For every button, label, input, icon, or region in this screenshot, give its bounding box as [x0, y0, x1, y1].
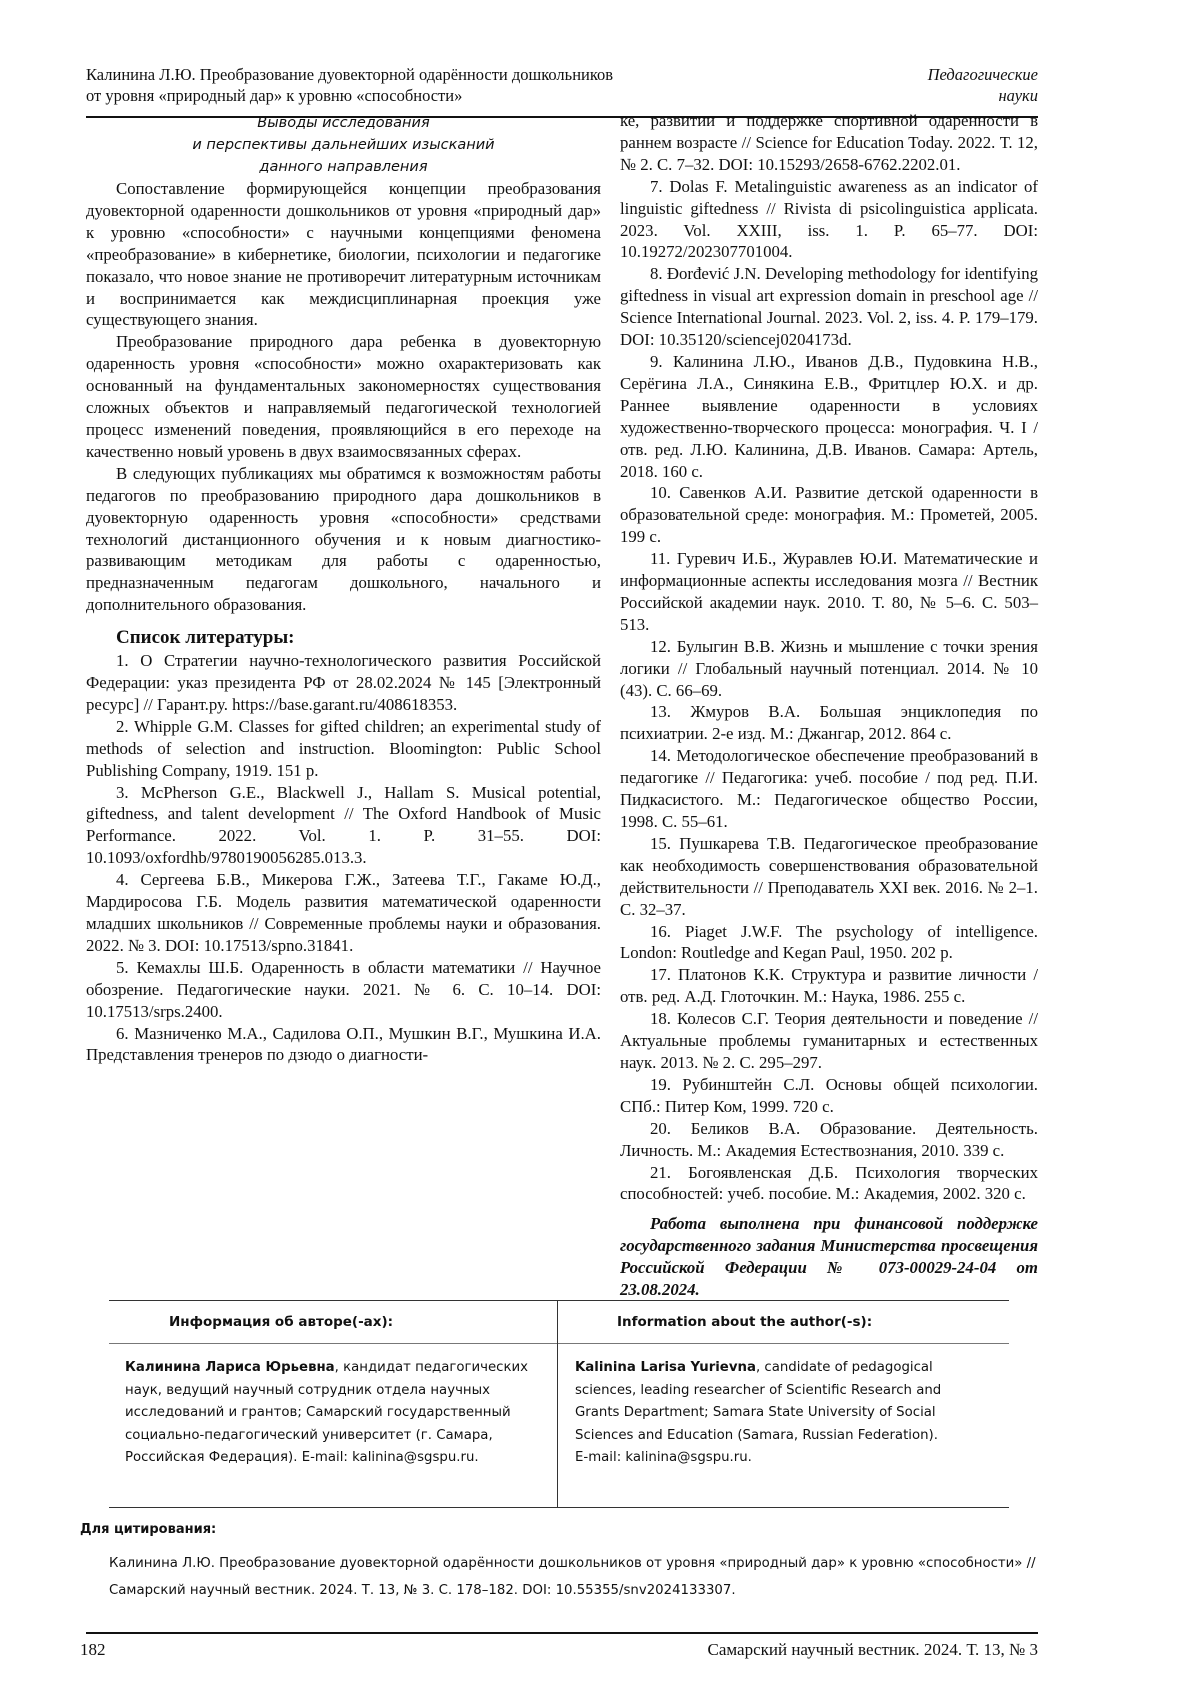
- paragraph: Преобразование природного дара ребенка в дуовекторную одаренность уровня «способности» можно охарактеризовать как основанный на фундаментальных закономерностях существования сложных объектов и направляемый педагогической технологией процесс изменений поведения, проявляющийся в его переходе на качественно новый уровень в двух взаимосвязанных сферах.: [86, 331, 601, 462]
- header-line: от уровня «природный дар» к уровню «способности»: [86, 85, 786, 106]
- reference-item: 4. Сергеева Б.В., Микерова Г.Ж., Затеева Т.Г., Гакаме Ю.Д., Мардиросова Г.Б. Модель развития математической одаренности младших школьников // Современные проблемы науки и образования. 2022. № 3. DOI: 10.17513/spno.31841.: [86, 869, 601, 957]
- header-section-line: науки: [928, 85, 1038, 106]
- citation-title: Для цитирования:: [80, 1522, 216, 1537]
- author-info-table: [109, 1300, 1009, 1508]
- reference-item: 3. McPherson G.E., Blackwell J., Hallam S. Musical potential, giftedness, and talent development // The Oxford Handbook of Music Performance. 2022. Vol. 1. P. 31–55. DOI: 10.1093/oxfordhb/9780190056285.013.3.: [86, 782, 601, 870]
- funding-note: Работа выполнена при финансовой поддержке государственного задания Министерства просвещения Российской Федерации № 073-00029-24-04 от 23.08.2024.: [620, 1213, 1038, 1301]
- reference-item: 9. Калинина Л.Ю., Иванов Д.В., Пудовкина Н.В., Серёгина Л.А., Синякина Е.В., Фритцлер Ю.Х. и др. Раннее выявление одаренности в условиях художественно-творческого процесса: монография. Ч. I / отв. ред. Л.Ю. Калинина, Д.В. Иванов. Самара: Артель, 2018. 160 с.: [620, 351, 1038, 482]
- author-name-ru: Калинина Лариса Юрьевна: [125, 1360, 335, 1375]
- heading-line: Выводы исследования: [86, 112, 601, 134]
- reference-item: 17. Платонов К.К. Структура и развитие личности / отв. ред. А.Д. Глоточкин. М.: Наука, 1986. 255 с.: [620, 964, 1038, 1008]
- reference-item: 10. Савенков А.И. Развитие детской одаренности в образовательной среде: монография. М.: Прометей, 2005. 199 с.: [620, 482, 1038, 548]
- author-info-en-title: Information about the author(-s):: [557, 1301, 1009, 1344]
- reference-item: 20. Беликов В.А. Образование. Деятельность. Личность. М.: Академия Естествознания, 2010. 339 с.: [620, 1118, 1038, 1162]
- left-column: [86, 112, 601, 1066]
- reference-item: 7. Dolas F. Metalinguistic awareness as an indicator of linguistic giftedness // Rivista di psicolinguistica applicata. 2023. Vol. XXIII, iss. 1. P. 65–77. DOI: 10.19272/202307701004.: [620, 176, 1038, 264]
- reference-item: 2. Whipple G.M. Classes for gifted children; an experimental study of methods of selection and instruction. Bloomington: Public School Publishing Company, 1919. 151 p.: [86, 716, 601, 782]
- reference-item: 8. Đorđević J.N. Developing methodology for identifying giftedness in visual art expression domain in preschool age // Science International Journal. 2023. Vol. 2, iss. 4. P. 179–179. DOI: 10.35120/sciencej0204173d.: [620, 263, 1038, 351]
- right-column: [620, 110, 1038, 1301]
- reference-item: 5. Кемахлы Ш.Б. Одаренность в области математики // Научное обозрение. Педагогические науки. 2021. № 6. С. 10–14. DOI: 10.17513/srps.2400.: [86, 957, 601, 1023]
- reference-item: 15. Пушкарева Т.В. Педагогическое преобразование как необходимость совершенствования образовательной действительности // Преподаватель XXI век. 2016. № 2–1. С. 32–37.: [620, 833, 1038, 921]
- author-info-ru: [125, 1357, 540, 1470]
- reference-item: 21. Богоявленская Д.Б. Психология творческих способностей: учеб. пособие. М.: Академия, 2002. 320 с.: [620, 1162, 1038, 1206]
- section-heading: [86, 112, 601, 178]
- reference-item: 12. Булыгин В.В. Жизнь и мышление с точки зрения логики // Глобальный научный потенциал. 2014. № 10 (43). С. 66–69.: [620, 636, 1038, 702]
- page-number: 182: [80, 1640, 106, 1660]
- heading-line: данного направления: [86, 156, 601, 178]
- running-header-title: [86, 64, 786, 106]
- header-line: Калинина Л.Ю. Преобразование дуовекторной одарённости дошкольников: [86, 64, 786, 85]
- journal-footer: Самарский научный вестник. 2024. Т. 13, № 3: [708, 1640, 1039, 1660]
- author-details-ru: , кандидат педагогических наук, ведущий научный сотрудник отдела научных исследований и грантов; Самарский государственный социально-педагогический университет (г. Самара, Российская Федерация). E-mail: kalinina@sgspu.ru.: [125, 1360, 528, 1465]
- author-info-en: [575, 1357, 955, 1470]
- reference-item: 18. Колесов С.Г. Теория деятельности и поведение // Актуальные проблемы гуманитарных и естественных наук. 2013. № 2. С. 295–297.: [620, 1008, 1038, 1074]
- heading-line: и перспективы дальнейших изысканий: [86, 134, 601, 156]
- header-section-line: Педагогические: [928, 64, 1038, 85]
- reference-item: 11. Гуревич И.Б., Журавлев Ю.И. Математические и информационные аспекты исследования мозга // Вестник Российской академии наук. 2010. Т. 80, № 5–6. С. 503–513.: [620, 548, 1038, 636]
- paragraph: В следующих публикациях мы обратимся к возможностям работы педагогов по преобразованию природного дара дошкольников в дуовекторную одаренность уровня «способности» средствами технологий дистанционного обучения и к новым диагностико-развивающим методикам для работы с одаренностью, предназначенным педагогам дошкольного, начального и дополнительного образования.: [86, 463, 601, 616]
- reference-item: 1. О Стратегии научно-технологического развития Российской Федерации: указ президента РФ от 28.02.2024 № 145 [Электронный ресурс] // Гарант.ру. https://base.garant.ru/408618353.: [86, 650, 601, 716]
- reference-item: 19. Рубинштейн С.Л. Основы общей психологии. СПб.: Питер Ком, 1999. 720 с.: [620, 1074, 1038, 1118]
- table-divider: [557, 1301, 558, 1507]
- reference-item: 14. Методологическое обеспечение преобразований в педагогике // Педагогика: учеб. пособие / под ред. П.И. Пидкасистого. М.: Педагогическое общество России, 1998. С. 55–61.: [620, 745, 1038, 833]
- footer-rule: [86, 1632, 1038, 1634]
- paragraph: Сопоставление формирующейся концепции преобразования дуовекторной одаренности дошкольников от уровня «природный дар» к уровню «способности» с научными концепциями феномена «преобразование» в кибернетике, биологии, психологии и педагогике показало, что новое знание не противоречит литературным источникам и воспринимается как междисциплинарная проекция уже существующего знания.: [86, 178, 601, 331]
- running-header-section: [928, 64, 1038, 106]
- reference-item: ке, развитии и поддержке спортивной одаренности в раннем возрасте // Science for Education Today. 2022. Т. 12, № 2. С. 7–32. DOI: 10.15293/2658-6762.2202.01.: [620, 110, 1038, 176]
- references-title: Список литературы:: [86, 626, 601, 650]
- citation-text: Калинина Л.Ю. Преобразование дуовекторной одарённости дошкольников от уровня «природный дар» к уровню «способности» // Самарский научный вестник. 2024. Т. 13, № 3. С. 178–182. DOI: 10.55355/snv2024133307.: [109, 1550, 1039, 1604]
- author-details-en: , candidate of pedagogical sciences, leading researcher of Scientific Research and Grants Department; Samara State University of Social Sciences and Education (Samara, Russian Federation). E-mail: kalinina@sgspu.ru.: [575, 1360, 941, 1465]
- author-info-ru-title: Информация об авторе(-ах):: [109, 1301, 557, 1344]
- reference-item: 6. Мазниченко М.А., Садилова О.П., Мушкин В.Г., Мушкина И.А. Представления тренеров по дзюдо о диагности-: [86, 1023, 601, 1067]
- reference-item: 13. Жмуров В.А. Большая энциклопедия по психиатрии. 2-е изд. М.: Джангар, 2012. 864 с.: [620, 701, 1038, 745]
- reference-item: 16. Piaget J.W.F. The psychology of intelligence. London: Routledge and Kegan Paul, 1950. 202 p.: [620, 921, 1038, 965]
- author-name-en: Kalinina Larisa Yurievna: [575, 1360, 756, 1375]
